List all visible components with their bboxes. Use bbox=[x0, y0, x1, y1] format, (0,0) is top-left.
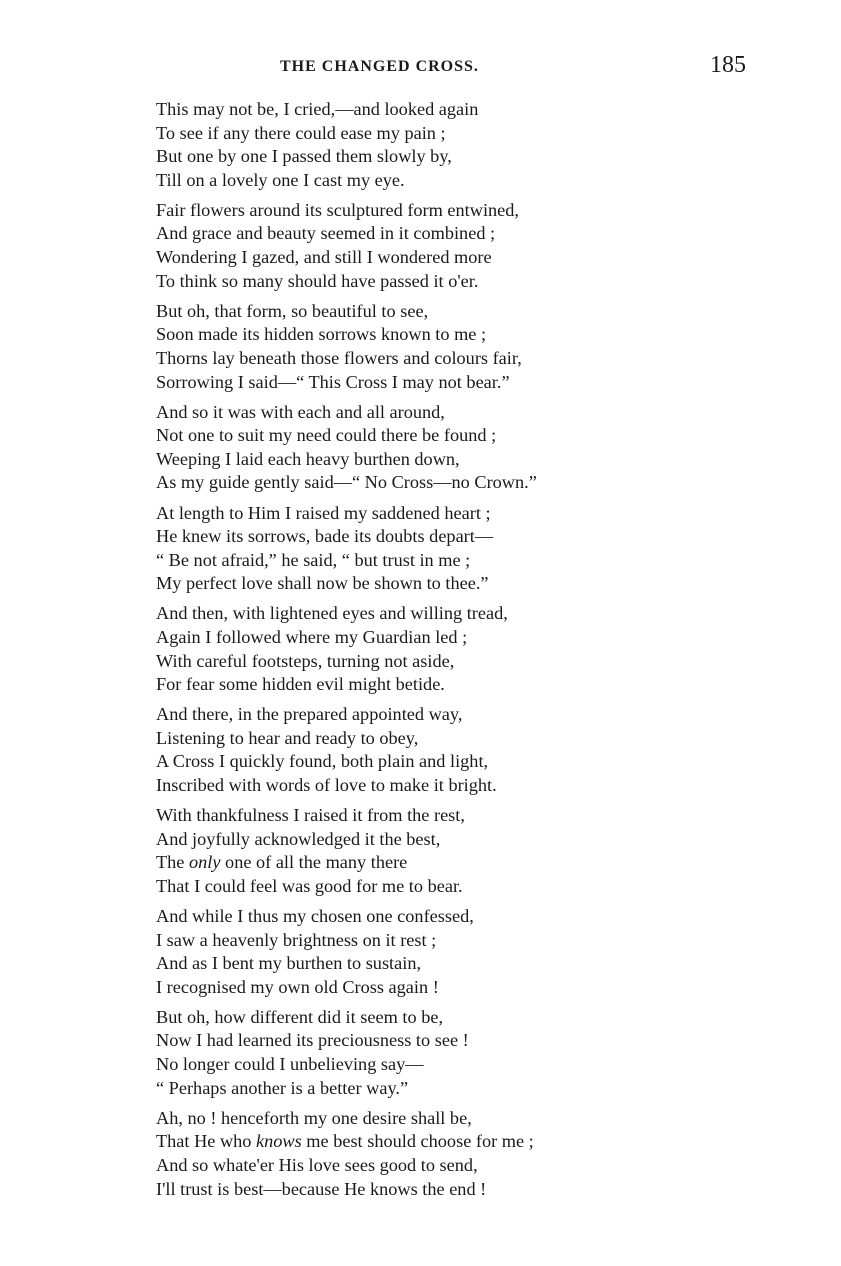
page-number: 185 bbox=[710, 52, 746, 78]
poem-line: At length to Him I raised my saddened heart ; bbox=[156, 502, 491, 523]
poem-line: But oh, how different did it seem to be, bbox=[156, 1006, 444, 1027]
emphasized-word: knows bbox=[256, 1131, 302, 1152]
poem bbox=[156, 98, 656, 1208]
poem-line: And grace and beauty seemed in it combined ; bbox=[156, 223, 496, 244]
running-title: THE CHANGED CROSS. bbox=[280, 58, 479, 75]
poem-line: With careful footsteps, turning not aside, bbox=[156, 650, 455, 671]
poem-line: I saw a heavenly brightness on it rest ; bbox=[156, 929, 437, 950]
poem-line: I'll trust is best—because He knows the end ! bbox=[156, 1178, 487, 1199]
poem-line: Listening to hear and ready to obey, bbox=[156, 727, 419, 748]
poem-line: And while I thus my chosen one confessed, bbox=[156, 906, 474, 926]
poem-line: Not one to suit my need could there be found ; bbox=[156, 425, 497, 446]
poem-line: Ah, no ! henceforth my one desire shall be, bbox=[156, 1107, 472, 1128]
poem-line: Inscribed with words of love to make it bright. bbox=[156, 775, 497, 796]
poem-line: But one by one I passed them slowly by, bbox=[156, 146, 452, 167]
poem-line: And as I bent my burthen to sustain, bbox=[156, 953, 422, 974]
poem-line: That I could feel was good for me to bear. bbox=[156, 875, 463, 896]
stanza-9 bbox=[156, 905, 656, 999]
poem-line: And there, in the prepared appointed way, bbox=[156, 704, 463, 725]
poem-line: And joyfully acknowledged it the best, bbox=[156, 828, 441, 849]
stanza-11 bbox=[156, 1107, 656, 1201]
poem-line: But oh, that form, so beautiful to see, bbox=[156, 300, 429, 321]
page-header bbox=[0, 52, 841, 82]
poem-line: No longer could I unbelieving say— bbox=[156, 1054, 424, 1075]
poem-line: “ Perhaps another is a better way.” bbox=[156, 1077, 409, 1098]
poem-line: I recognised my own old Cross again ! bbox=[156, 976, 439, 997]
poem-line: To see if any there could ease my pain ; bbox=[156, 122, 446, 143]
poem-line: Sorrowing I said—“ This Cross I may not bear.” bbox=[156, 371, 510, 392]
poem-line: Now I had learned its preciousness to see ! bbox=[156, 1030, 469, 1051]
poem-line: This may not be, I cried,—and looked again bbox=[156, 99, 479, 119]
poem-line: He knew its sorrows, bade its doubts depart— bbox=[156, 526, 494, 547]
poem-line: As my guide gently said—“ No Cross—no Crown.” bbox=[156, 472, 537, 493]
poem-line: Soon made its hidden sorrows known to me ; bbox=[156, 324, 487, 345]
poem-line: Till on a lovely one I cast my eye. bbox=[156, 169, 405, 190]
poem-line: And so it was with each and all around, bbox=[156, 401, 445, 422]
poem-line: That He who knows me best should choose for me ; bbox=[156, 1131, 534, 1152]
poem-line: My perfect love shall now be shown to thee.” bbox=[156, 573, 489, 594]
poem-line: Thorns lay beneath those flowers and colours fair, bbox=[156, 347, 522, 368]
emphasized-word: only bbox=[189, 852, 221, 873]
poem-line: With thankfulness I raised it from the rest, bbox=[156, 805, 465, 826]
stanza-7 bbox=[156, 703, 656, 797]
poem-line: Fair flowers around its sculptured form entwined, bbox=[156, 199, 520, 220]
stanza-2 bbox=[156, 199, 656, 293]
poem-line: And then, with lightened eyes and willing tread, bbox=[156, 603, 508, 624]
poem-line: For fear some hidden evil might betide. bbox=[156, 674, 445, 695]
stanza-10 bbox=[156, 1006, 656, 1100]
poem-line: The only one of all the many there bbox=[156, 852, 408, 873]
poem-line: And so whate'er His love sees good to send, bbox=[156, 1154, 478, 1175]
poem-line: Weeping I laid each heavy burthen down, bbox=[156, 448, 460, 469]
stanza-6 bbox=[156, 602, 656, 696]
poem-line: A Cross I quickly found, both plain and light, bbox=[156, 751, 489, 772]
poem-line: To think so many should have passed it o'er. bbox=[156, 270, 479, 291]
poem-line: “ Be not afraid,” he said, “ but trust in me ; bbox=[156, 549, 471, 570]
stanza-3 bbox=[156, 300, 656, 394]
stanza-5 bbox=[156, 502, 656, 596]
stanza-8 bbox=[156, 804, 656, 898]
poem-line: Wondering I gazed, and still I wondered more bbox=[156, 247, 492, 268]
poem-line: Again I followed where my Guardian led ; bbox=[156, 626, 468, 647]
stanza-1 bbox=[156, 98, 656, 192]
stanza-4 bbox=[156, 401, 656, 495]
